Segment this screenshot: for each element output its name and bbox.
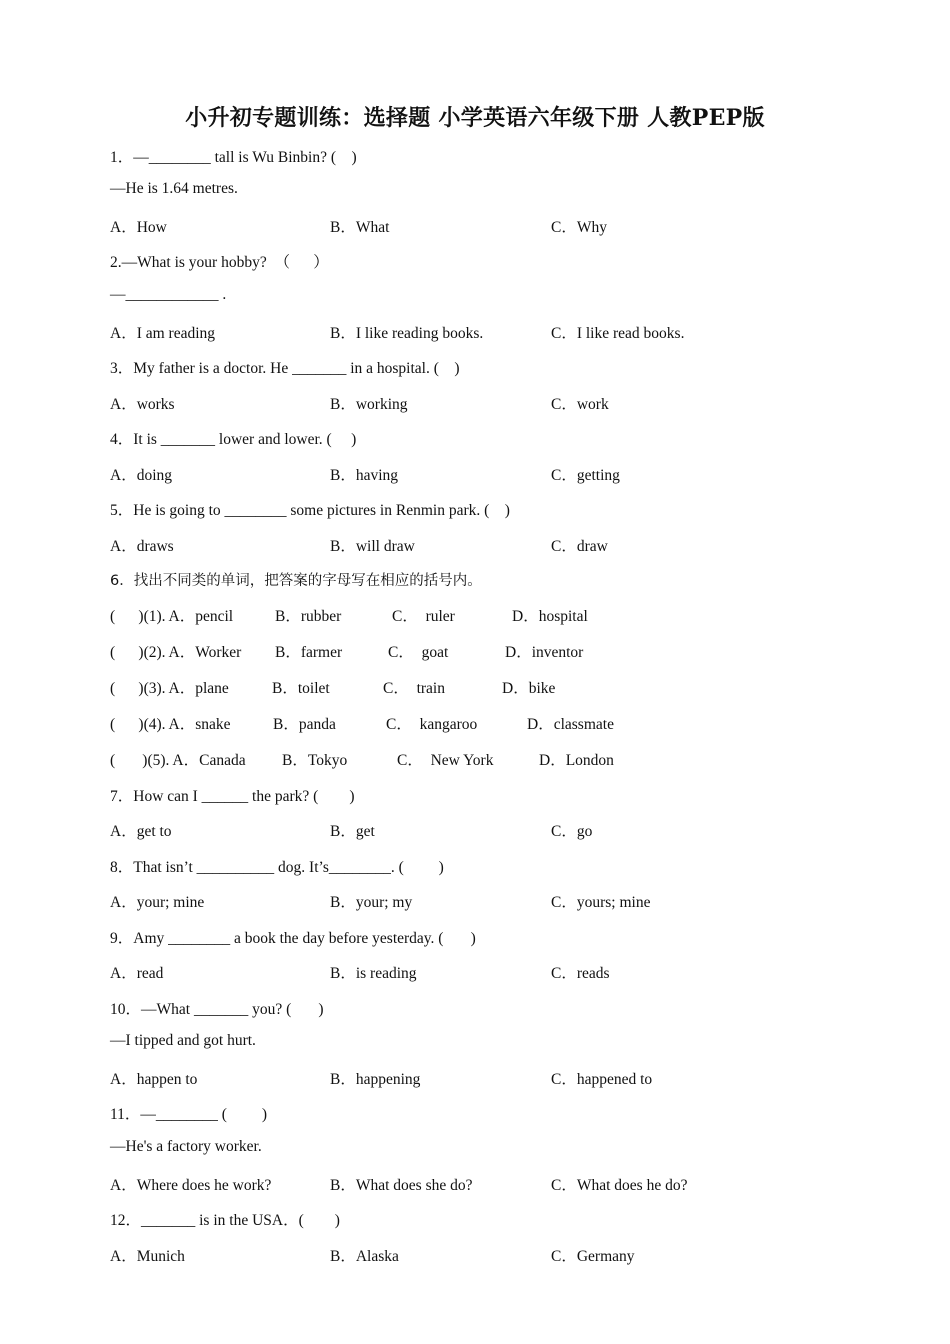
question-5-option-b: B．will draw [330, 538, 415, 555]
question-8-option-c: C．yours; mine [551, 894, 651, 911]
question-12-option-c: C．Germany [551, 1248, 635, 1265]
question-6-row-2-a: ( )(2). A．Worker [110, 644, 242, 661]
question-6-row-4-d: D．classmate [527, 716, 614, 733]
question-6-row-2-c: C． goat [388, 644, 449, 661]
question-5-option-c: C．draw [551, 538, 608, 555]
question-11-option-a: A．Where does he work? [110, 1177, 272, 1194]
question-5-stem: 5．He is going to ________ some pictures in Renmin park. ( ) [110, 502, 510, 519]
question-6-row-4-a: ( )(4). A．snake [110, 716, 231, 733]
question-9-option-c: C．reads [551, 965, 610, 982]
question-6-row-3-c: C． train [383, 680, 445, 697]
question-6-row-3-d: D．bike [502, 680, 556, 697]
question-1-stem: 1．—________ tall is Wu Binbin? ( ) [110, 149, 357, 166]
question-6-row-5-c: C． New York [397, 752, 494, 769]
question-10-option-a: A．happen to [110, 1071, 198, 1088]
question-2-reply: —____________ . [110, 286, 227, 303]
question-6-row-1-a: ( )(1). A．pencil [110, 608, 234, 625]
question-6-row-4-c: C． kangaroo [386, 716, 478, 733]
question-9-option-b: B．is reading [330, 965, 417, 982]
question-9-stem: 9．Amy ________ a book the day before yesterday. ( ) [110, 930, 476, 947]
question-9-option-a: A．read [110, 965, 164, 982]
question-11-reply: —He's a factory worker. [110, 1138, 262, 1155]
question-8-stem: 8．That isn’t __________ dog. It’s________. ( ) [110, 859, 444, 876]
question-11-option-c: C．What does he do? [551, 1177, 688, 1194]
question-3-option-b: B．working [330, 396, 408, 413]
question-1-option-a: A．How [110, 219, 167, 236]
question-6-row-3-a: ( )(3). A．plane [110, 680, 229, 697]
question-12-option-b: B．Alaska [330, 1248, 399, 1265]
question-6-row-5-a: ( )(5). A．Canada [110, 752, 246, 769]
question-6-row-1-d: D．hospital [512, 608, 588, 625]
question-7-option-a: A．get to [110, 823, 172, 840]
question-1-option-c: C．Why [551, 219, 607, 236]
question-1-reply: —He is 1.64 metres. [110, 180, 238, 197]
question-3-stem: 3．My father is a doctor. He _______ in a hospital. ( ) [110, 360, 460, 377]
question-6-row-2-b: B．farmer [275, 644, 343, 661]
question-6-row-3-b: B．toilet [272, 680, 330, 697]
question-7-stem: 7．How can I ______ the park? ( ) [110, 788, 355, 805]
question-12-stem: 12．_______ is in the USA．( ) [110, 1212, 340, 1229]
question-3-option-a: A．works [110, 396, 175, 413]
question-4-option-a: A．doing [110, 467, 173, 484]
question-4-option-c: C．getting [551, 467, 620, 484]
question-2-stem: 2.—What is your hobby? （ ） [110, 254, 329, 271]
question-4-option-b: B．having [330, 467, 399, 484]
question-4-stem: 4．It is _______ lower and lower. ( ) [110, 431, 357, 448]
question-7-option-b: B．get [330, 823, 375, 840]
question-8-option-a: A．your; mine [110, 894, 205, 911]
question-3-option-c: C．work [551, 396, 609, 413]
question-1-option-b: B．What [330, 219, 390, 236]
question-2-option-b: B．I like reading books. [330, 325, 484, 342]
question-5-option-a: A．draws [110, 538, 174, 555]
question-10-stem: 10．—What _______ you? ( ) [110, 1001, 324, 1018]
question-8-option-b: B．your; my [330, 894, 413, 911]
question-6-row-1-c: C． ruler [392, 608, 455, 625]
question-7-option-c: C．go [551, 823, 593, 840]
question-6-row-1-b: B．rubber [275, 608, 342, 625]
question-6-row-5-d: D．London [539, 752, 614, 769]
question-11-stem: 11．—________ ( ) [110, 1106, 267, 1123]
question-6-row-5-b: B．Tokyo [282, 752, 348, 769]
question-6-row-4-b: B．panda [273, 716, 336, 733]
question-2-option-c: C．I like read books. [551, 325, 685, 342]
question-12-option-a: A．Munich [110, 1248, 185, 1265]
question-10-reply: —I tipped and got hurt. [110, 1032, 256, 1049]
page-title: 小升初专题训练：选择题 小学英语六年级下册 人教PEP版 [185, 105, 765, 131]
question-10-option-c: C．happened to [551, 1071, 653, 1088]
question-6-stem: 6．找出不同类的单词，把答案的字母写在相应的括号内。 [110, 573, 482, 589]
question-6-row-2-d: D．inventor [505, 644, 584, 661]
question-10-option-b: B．happening [330, 1071, 421, 1088]
question-2-option-a: A．I am reading [110, 325, 216, 342]
question-11-option-b: B．What does she do? [330, 1177, 473, 1194]
